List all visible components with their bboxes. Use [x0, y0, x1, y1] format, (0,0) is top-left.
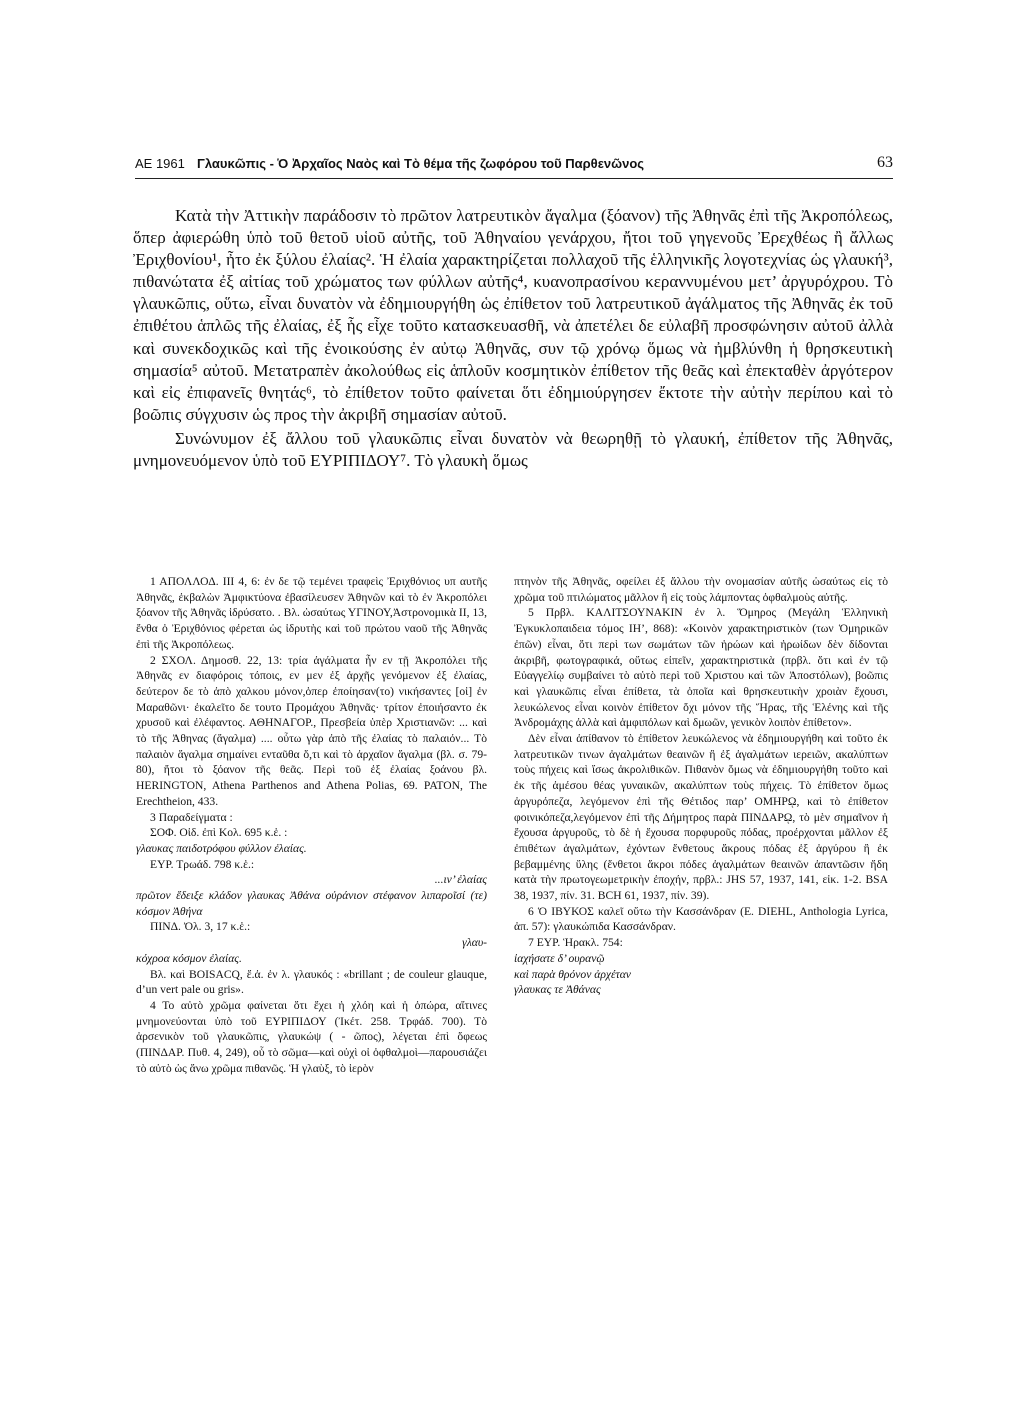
footnotes-left-column [136, 574, 487, 1077]
footnote-5: 5 Πρβλ. ΚΑΛΙΤΣΟΥΝΑΚΙΝ ἐν λ. Ὅμηρος (Μεγάλη Ἑλληνικὴ Ἐγκυκλοπαιδεια τόμος ΙΗ’, 868): «Κοινὸν χαρακτηριστικὸν (των Ὁμηρικῶν ἐπῶν) εἶναι, ὅτι περὶ των σωμάτων τῶν ἡρώων καὶ ἡρωίδων δὲν δίδονται ἀκριβῆ, φωτογραφικά, οὕτως εἰπεῖν, χαρακτηριστικὰ (πρβλ. ὅτι καὶ ἐν τῷ Εὐαγγελίῳ συμβαίνει τὸ αὐτὸ περὶ τοῦ Χριστου καὶ τῶν Ἀποστόλων), βοῶπις καὶ γλαυκῶπις εἶναι ἐπίθετα, τὰ ὁποῖα καὶ θρησκευτικὴν χροιὰν ἔχουσι, λευκώλενος εἶναι κοινὸν ἐπίθετον ὄχι μόνον τῆς Ἥρας, τῆς Ἑλένης καὶ τῆς Ἀνδρομάχης ἀλλὰ καὶ ἀμφιπόλων καὶ δμωῶν, γενικὸν λοιπὸν ἐπίθετον». [514, 606, 888, 730]
main-text [133, 205, 893, 472]
article-title: Γλαυκῶπις - Ὁ Ἀρχαῖος Ναὸς καὶ Τὸ θέμα τῆς ζωφόρου τοῦ Παρθενῶνος [197, 156, 645, 171]
footnote-3-source-soph: ΣΟΦ. Οἰδ. ἐπὶ Κολ. 695 κ.ἑ. : [150, 826, 288, 840]
footnote-4-continued: πτηνὸν τῆς Ἀθηνᾶς, οφείλει ἐξ ἄλλου τὴν ονομασίαν αὐτῆς ὡσαύτως εἰς τὸ χρῶμα τοῦ πτιλώματος μᾶλλον ἢ εἰς τοὺς λάμποντας ὀφθαλμοὺς αὐτῆς. [514, 575, 888, 604]
footnote-7-quote-line-2: καὶ παρὰ θρόνον ἀρχέταν [514, 967, 631, 981]
footnote-3-quote-pind: κόχροα κόσμον ἐλαίας. [136, 951, 242, 965]
footnote-3-quote-pind-start: γλαυ- [462, 936, 487, 950]
footnote-7-quote-line-1: ἰαχήσατε δ’ ουρανῷ [514, 951, 605, 965]
footnote-6: 6 Ὁ ΙΒΥΚΟΣ καλεῖ οὕτω τὴν Κασσάνδραν (E. DIEHL, Anthologia Lyrica, ἀπ. 57): γλαυκώπιδα Κασσάνδραν. [514, 904, 888, 934]
footnote-3-source-eur: ΕΥΡ. Τρωάδ. 798 κ.ἑ.: [150, 857, 255, 871]
header-rule [135, 178, 893, 179]
footnote-3-heading: 3 Παραδείγματα : [150, 810, 233, 824]
footnote-4: 4 Το αὐτὸ χρῶμα φαίνεται ὅτι ἔχει ἡ χλόη καὶ ἡ ὀπώρα, αἵτινες μνημονεύονται ὑπὸ τοῦ ΕΥΡΙΠΙΔΟΥ (Ἰκέτ. 258. Τρφάδ. 700). Τὸ ἀρσενικὸν τοῦ γλαυκῶπις, γλαυκώψ ( - ῶπος), λέγεται ἐπὶ ὄφεως (ΠΙΝΔΑΡ. Πυθ. 4, 249), οὗ τὸ σῶμα—καὶ οὐχὶ οἱ ὀφθαλμοὶ—παρουσιάζει τὸ αὐτὸ ὡς ἄνω χρῶμα πιθανῶς. Ἡ γλαὺξ, τὸ ἱερὸν [136, 998, 487, 1075]
footnote-2: 2 ΣΧΟΛ. Δημοσθ. 22, 13: τρία ἀγάλματα ἦν εν τῇ Ἀκροπόλει τῆς Ἀθηνᾶς εν διαφόροις τόποις, εν μεν ἐξ ἀρχῆς γενόμενον ἐξ ἐλαίας, δεύτερον δε τὸ ἀπὸ χαλκου μόνον,ὁπερ ἐποίησαν(το) νικήσαντες [οἱ] ἐν Μαραθῶνι· ἐκαλεῖτο δε τουτο Προμάχου Ἀθηνᾶς· τρίτον ἐποιήσαντο ἐκ χρυσοῦ καὶ ἐλέφαντος. ΑΘΗΝΑΓΟΡ., Πρεσβεία ὑπὲρ Χριστιανῶν: ... καὶ τὸ τῆς Ἀθηνας (ἄγαλμα) .... οὗτω γὰρ ἀπὸ τῆς ἐλαίας τὸ παλαιόν... Τὸ παλαιὸν ἄγαλμα σημαίνει ενταῦθα ὅ,τι καὶ τὸ ἀρχαῖον ἄγαλμα (βλ. σ. 79-80), ἤτοι τὸ ξόανον τῆς θεᾶς. Περὶ τοῦ ἐξ ἐλαίας ξοάνου βλ. HERINGTON, Athena Parthenos and Athena Polias, 69. PATON, The Erechtheion, 433. [136, 653, 487, 808]
footnote-3-boisacq: Βλ. καὶ BOISACQ, ἔ.ἀ. ἐν λ. γλαυκός : «brillant ; de couleur glauque, d’un vert pale ou gris». [136, 967, 487, 997]
footnote-7-quote-line-3: γλαυκας τε Ἀθάνας [514, 983, 601, 997]
footnotes-right-column [514, 574, 888, 998]
footnote-3-source-pind: ΠΙΝΔ. Ὀλ. 3, 17 κ.ἑ.: [150, 920, 251, 934]
main-paragraph-2: Συνώνυμον ἐξ ἄλλου τοῦ γλαυκῶπις εἶναι δυνατὸν νὰ θεωρηθῇ τὸ γλαυκή, ἐπίθετον τῆς Ἀθηνᾶς, μνημονευόμενον ὑπὸ τοῦ ΕΥΡΙΠΙΔΟΥ⁷. Τὸ γλαυκὴ ὅμως [133, 428, 893, 471]
journal-reference: ΑΕ 1961 [135, 156, 185, 171]
footnote-1: 1 ΑΠΟΛΛΟΔ. III 4, 6: ἐν δε τῷ τεμένει τραφεὶς Ἐριχθόνιος υπ αυτῆς Ἀθηνᾶς, ἐκβαλὼν Ἀμφικτύονα ἐβασίλευσεν Ἀθηνῶν καὶ τὸ ἐν Ἀκροπόλει ξόανον τῆς Ἀθηνᾶς ἱδρύσατο. . Βλ. ὡσαύτως ΥΓΙΝΟΥ,Ἀστρονομικὰ II, 13, ἔνθα ὁ Ἐριχθόνιος φέρεται ὡς ἱδρυτὴς καὶ τοῦ πρώτου ναοῦ τῆς Ἀθηνᾶς ἐπὶ τῆς Ἀκροπόλεως. [136, 575, 487, 651]
running-header [135, 156, 893, 178]
footnote-3-quote-eur-start: ...ιν’ ἐλαίας [434, 873, 487, 887]
page-number: 63 [877, 154, 893, 171]
footnote-5-continued: Δὲν εἶναι ἀπίθανον τὸ ἐπίθετον λευκώλενος νὰ ἐδημιουργήθη καὶ τοῦτο ἐκ λατρευτικῶν τινων ἀγαλμάτων θεαινῶν ἢ ἐξ ἀγαλμάτων ιερειῶν, ακαλύπτων τοὺς πήχεις καὶ ἴσως ἀκρολιθικῶν. Πιθανὸν ὅμως νὰ ἐδημιουργήθη τοῦτο καὶ ἐκ τῆς ἀμέσου θέας γυναικῶν, ακαλύπτων τοὺς πήχεις. Τὸ ἐπίθετον ὅμως ἀργυρόπεζα, λεγόμενον ἐπὶ τῆς Θέτιδος παρ’ ΟΜΗΡῼ, καὶ τὸ ἐπίθετον φοινικόπεζα,λεγόμενον ἐπὶ τῆς Δήμητρος παρὰ ΠΙΝΔΑΡῼ, τὸ μὲν σημαῖνον ἡ ἔχουσα ἀργυροῦς, τὸ δὲ ἡ ἔχουσα πορφυροῦς πόδας, προέρχονται μᾶλλον ἐξ ἐπιθέτων ἀγαλμάτων, ἐχόντων ἔνθετους ἄκρους πόδας ἐξ ἀργύρου ἢ ἐκ βεβαμμένης ὕλης (ἔνθετοι ἄκροι πόδες ἀγαλμάτων θεαινῶν ἀπαντῶσιν ἤδη κατὰ τὴν πρωτογεωμετρικὴν ἐποχήν, πρβλ.: JHS 57, 1937, 141, εἰκ. 1-2. BSA 38, 1937, πίν. 31. BCH 61, 1937, πίν. 39). [514, 732, 888, 903]
footnote-3-quote-eur: πρῶτον ἔδειξε κλάδον γλαυκας Ἀθάνα οὐράνιον στέφανον λιπαροῖσί (τε) κόσμον Ἀθήνα [136, 889, 487, 918]
footnote-7: 7 ΕΥΡ. Ἡρακλ. 754: [528, 936, 623, 950]
main-paragraph-1: Κατὰ τὴν Ἀττικὴν παράδοσιν τὸ πρῶτον λατρευτικὸν ἄγαλμα (ξόανον) τῆς Ἀθηνᾶς ἐπὶ τῆς Ἀκροπόλεως, ὅπερ ἀφιερώθη ὑπὸ τοῦ θετοῦ υἱοῦ αὐτῆς, τοῦ Ἀθηναίου γενάρχου, ἤτοι τοῦ γηγενοῦς Ἐρεχθέως ἢ ἄλλως Ἐριχθονίου¹, ἦτο ἐκ ξύλου ἐλαίας². Ἡ ἐλαία χαρακτηρίζεται πολλαχοῦ τῆς ἑλληνικῆς λογοτεχνίας ὡς γλαυκή³, πιθανώτατα ἐξ αἰτίας τοῦ χρώματος των φύλλων αὐτῆς⁴, κυανοπρασίνου κεραννυμένου μετ’ ἀργυρόχρου. Τὸ γλαυκῶπις, οὕτω, εἶναι δυνατὸν νὰ ἐδημιουργήθη ὡς ἐπίθετον τοῦ λατρευτικοῦ ἀγάλματος τῆς Ἀθηνᾶς ἐκ τοῦ ἐπιθέτου ἁπλῶς τῆς ἐλαίας, ἐξ ἧς εἶχε τοῦτο κατασκευασθῆ, νὰ ἀπετέλει δε εὐλαβῆ προσφώνησιν αὐτοῦ ἀλλὰ καὶ συνεκδοχικῶς καὶ τῆς ἐνοικούσης ἐν αὐτῳ Ἀθηνᾶς, συν τῷ χρόνῳ ὅμως νὰ ἠμβλύνθη ἡ θρησκευτικὴ σημασία⁵ αὐτοῦ. Μετατραπὲν ἀκολούθως εἰς ἁπλοῦν κοσμητικὸν ἐπίθετον τῆς θεᾶς καὶ ἐπεκταθὲν ἀργότερον καὶ εἰς ἐπιφανεῖς θνητάς⁶, τὸ ἐπίθετον τοῦτο φαίνεται ὅτι ἐδημιούργησεν ἔκτοτε τὴν αὐτὴν περίπου καὶ τὸ βοῶπις σύγχυσιν ὡς προς τὴν ἀκριβῆ σημασίαν αὐτοῦ. [133, 206, 893, 424]
footnote-3-quote-soph: γλαυκας παιδοτρόφου φύλλον ἐλαίας. [136, 841, 307, 855]
